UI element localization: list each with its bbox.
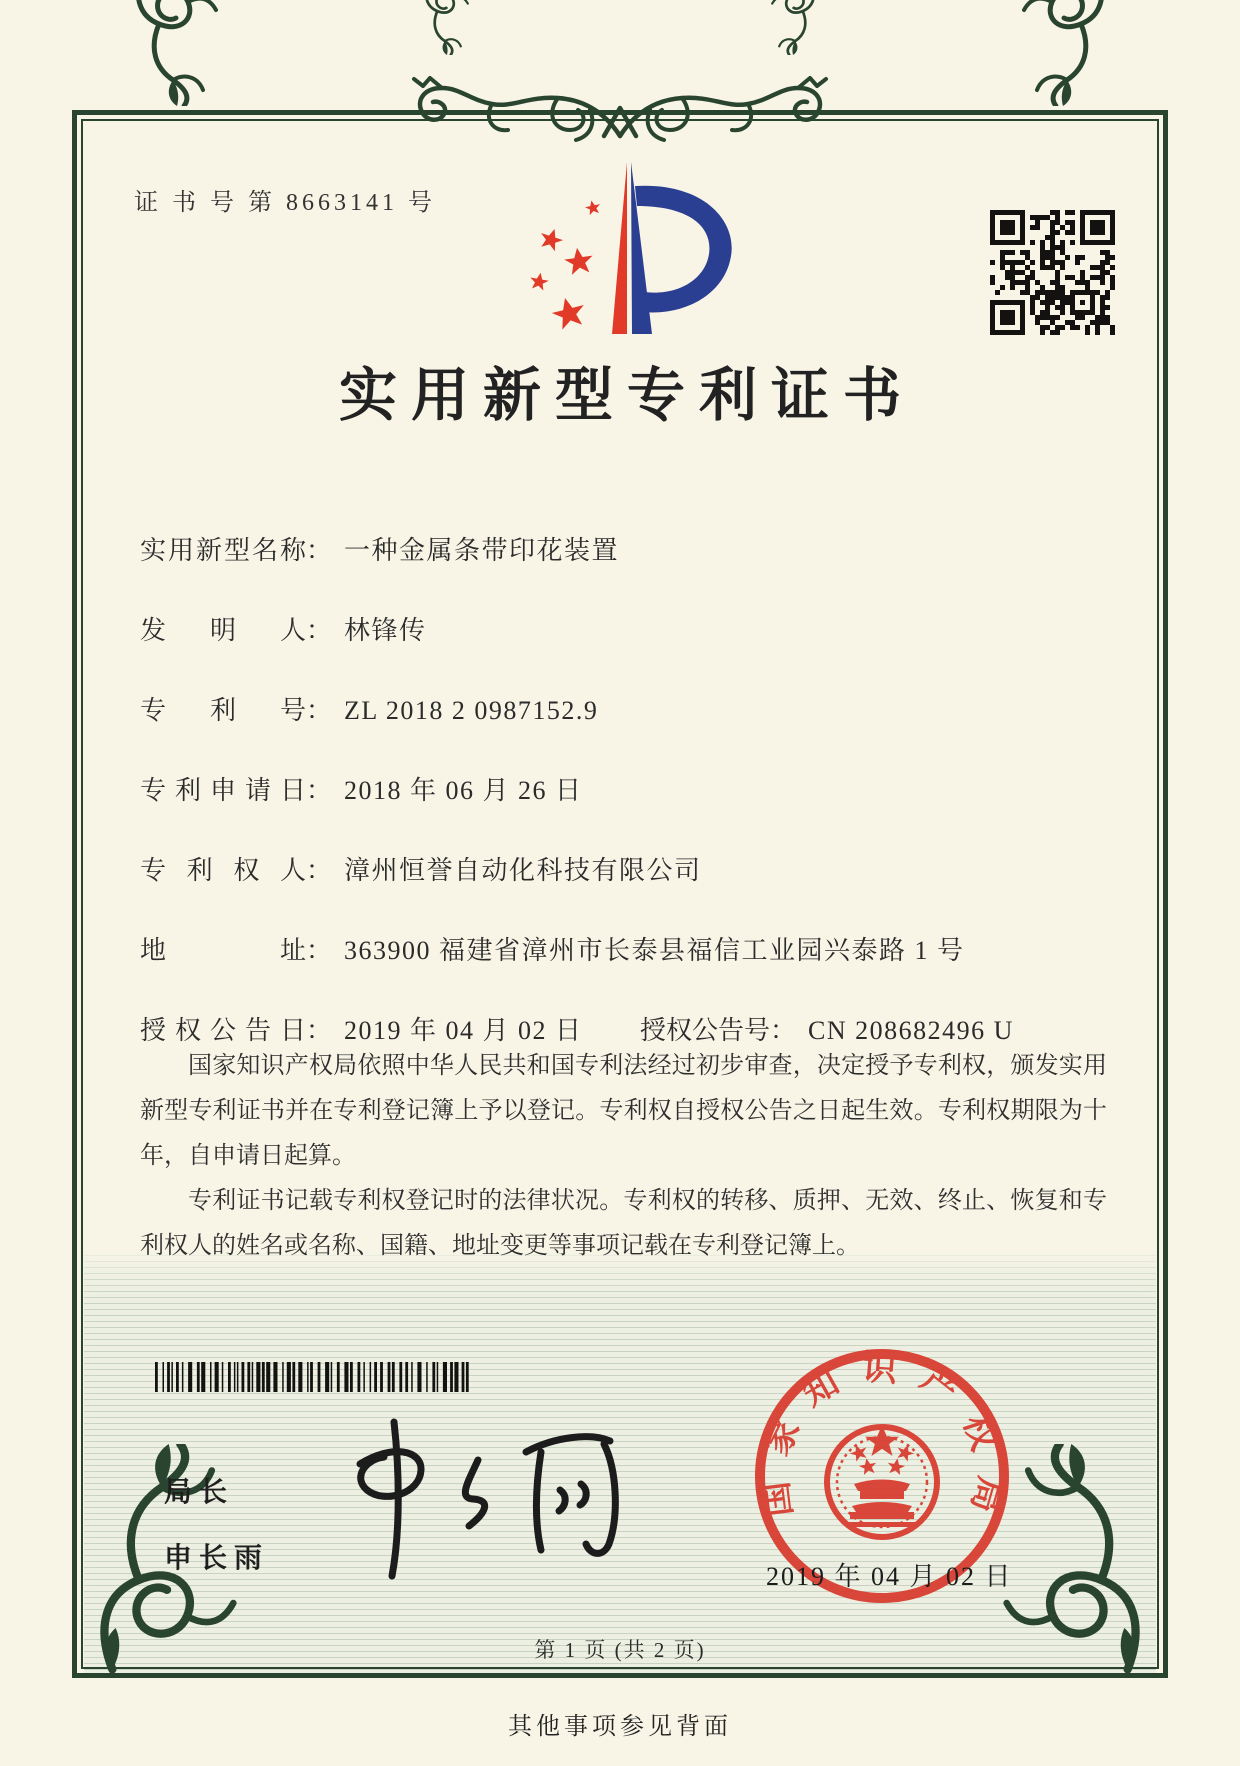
field-value: ZL 2018 2 0987152.9 xyxy=(344,696,599,725)
seal-date: 2019 年 04 月 02 日 xyxy=(766,1562,1013,1591)
page-number: 第 1 页 (共 2 页) xyxy=(534,1638,706,1662)
signer-name: 申长雨 xyxy=(164,1542,270,1573)
legal-paragraph-1: 国家知识产权局依照中华人民共和国专利法经过初步审查，决定授予专利权，颁发实用新型专利证书并在专利登记簿上予以登记。专利权自授权公告之日起生效。专利权期限为十年，自申请日起算。 xyxy=(140,1053,1107,1169)
field-label: 实用新型名称 xyxy=(140,536,306,565)
grant-date-value: 2019 年 04 月 02 日 xyxy=(344,1016,583,1045)
field-utility-model-name: 实用新型名称 ： 一种金属条带印花装置 xyxy=(140,530,1115,558)
handwritten-signature xyxy=(308,1406,644,1590)
field-grant-row: 授权公告日 ： 2019 年 04 月 02 日 授权公告号 ： CN 208682496 U xyxy=(140,1010,1115,1038)
field-label: 地址 xyxy=(140,936,306,965)
barcode xyxy=(155,1362,475,1392)
legal-paragraphs xyxy=(140,1044,1107,1269)
field-label: 专利申请日 xyxy=(140,776,306,805)
qr-code xyxy=(990,210,1116,336)
field-value: 363900 福建省漳州市长泰县福信工业园兴泰路 1 号 xyxy=(344,936,965,965)
field-value: 漳州恒誉自动化科技有限公司 xyxy=(344,856,702,885)
field-inventor: 发明人 ： 林锋传 xyxy=(140,610,1115,638)
field-label: 授权公告号 xyxy=(640,1016,771,1045)
field-label: 发明人 xyxy=(140,616,306,645)
field-grant-number: 授权公告号 ： CN 208682496 U xyxy=(640,1010,1014,1047)
signer-title: 局长 xyxy=(164,1476,235,1507)
field-application-date: 专利申请日 ： 2018 年 06 月 26 日 xyxy=(140,770,1115,798)
field-label: 专利权人 xyxy=(140,856,306,885)
seal-text: 国家知识产权局 xyxy=(753,1347,1011,1538)
grant-number-value: CN 208682496 U xyxy=(808,1016,1014,1045)
field-value: 林锋传 xyxy=(344,616,427,645)
field-label: 授权公告日 xyxy=(140,1016,306,1045)
field-address: 地址 ： 363900 福建省漳州市长泰县福信工业园兴泰路 1 号 xyxy=(140,930,1115,958)
field-patent-number: 专利号 ： ZL 2018 2 0987152.9 xyxy=(140,690,1115,718)
field-value: 一种金属条带印花装置 xyxy=(344,536,620,565)
certificate-title: 实用新型专利证书 xyxy=(338,363,915,428)
certificate-number: 证 书 号 第 8663141 号 xyxy=(134,190,436,216)
certificate-fields xyxy=(140,530,1115,1090)
legal-paragraph-2: 专利证书记载专利权登记时的法律状况。专利权的转移、质押、无效、终止、恢复和专利权人的姓名或名称、国籍、地址变更等事项记载在专利登记簿上。 xyxy=(140,1188,1107,1259)
field-value: 2018 年 06 月 26 日 xyxy=(344,776,583,805)
patent-logo-icon xyxy=(505,156,735,341)
back-side-note: 其他事项参见背面 xyxy=(508,1714,732,1740)
field-label: 专利号 xyxy=(140,696,306,725)
field-patentee: 专利权人 ： 漳州恒誉自动化科技有限公司 xyxy=(140,850,1115,878)
signer-block xyxy=(164,1470,269,1602)
